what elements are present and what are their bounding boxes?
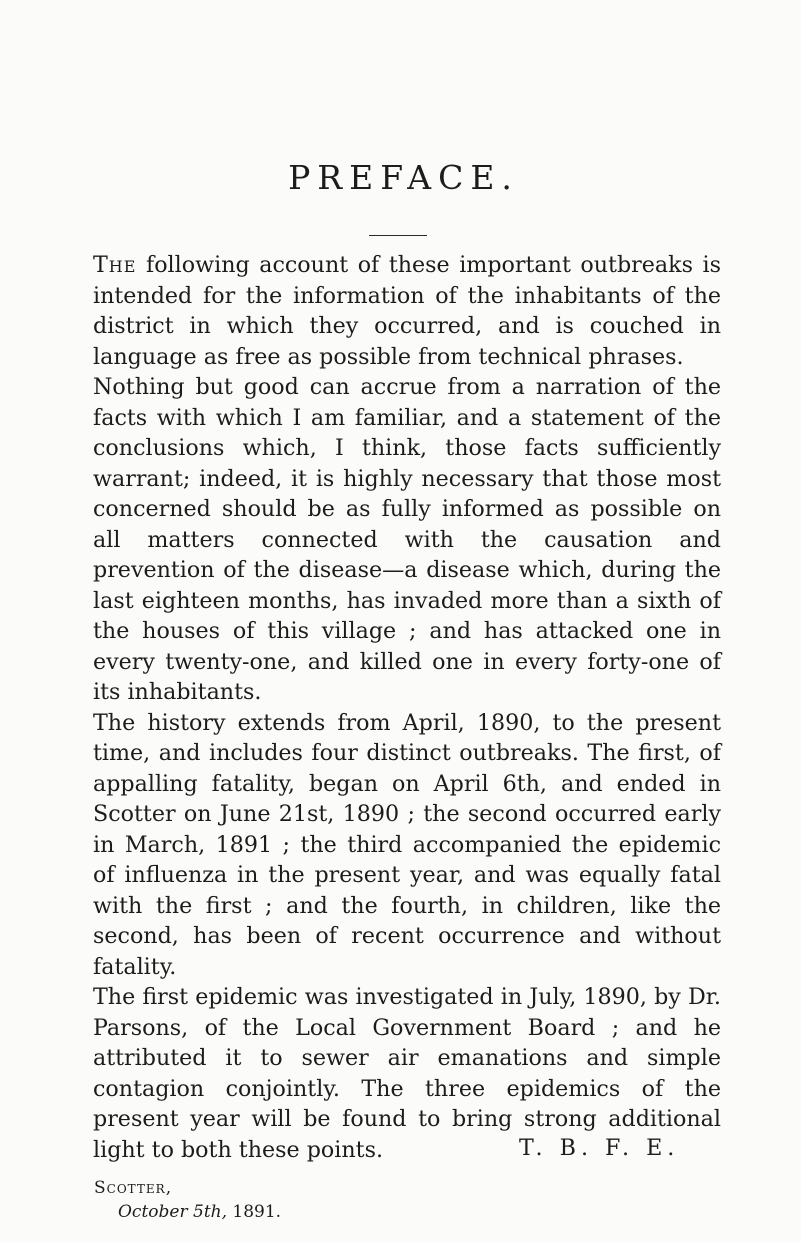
paragraph-3: The history extends from April, 1890, to the present time, and includes four distinct outbreaks. The first, of appalling fatality, began on April 6th, and ended in Scotter on June 21st, 1890 ; the second occurred early in March, 1891 ; the third accompanied the epidemic of influenza in the present year, and was equally fatal with the first ; and the fourth, in children, like the second, has been of recent occurrence and without fatality. bbox=[93, 709, 721, 980]
author-initials: T. B. F. E. bbox=[519, 1135, 680, 1161]
paragraph-4: The first epidemic was investigated in July, 1890, by Dr. Parsons, of the Local Government Board ; and he attributed it to sewer air emanations and simple contagion conjointly. The three epidemics of the present year will be found to bring strong additional light to both these points. bbox=[93, 984, 721, 1163]
paragraph-2: Nothing but good can accrue from a narration of the facts with which I am familiar, and a statement of the conclusions which, I think, those facts sufficiently warrant; indeed, it is highly necessary that those most concerned should be as fully informed as possible on all matters connected with the causation and prevention of the disease—a disease which, during the last eighteen months, has invaded more than a sixth of the houses of this village ; and has attacked one in every twenty-one, and killed one in every forty-one of its inhabitants. bbox=[93, 374, 721, 705]
date-year: 1891. bbox=[227, 1202, 282, 1222]
paragraph-1-text: following account of these important outbreaks is intended for the information of the inhabitants of the district in which they occurred, and is couched in language as free as possible from technical phrases. bbox=[93, 252, 721, 370]
page-title: PREFACE. bbox=[288, 158, 519, 197]
place-line: Scotter, bbox=[94, 1178, 173, 1198]
date-line bbox=[118, 1202, 281, 1222]
date-month-day: October 5th, bbox=[118, 1202, 227, 1222]
preface-body bbox=[93, 250, 721, 1165]
title-divider bbox=[369, 235, 427, 236]
paragraph-1 bbox=[93, 250, 721, 372]
paragraph-1-lead: The bbox=[93, 252, 137, 278]
